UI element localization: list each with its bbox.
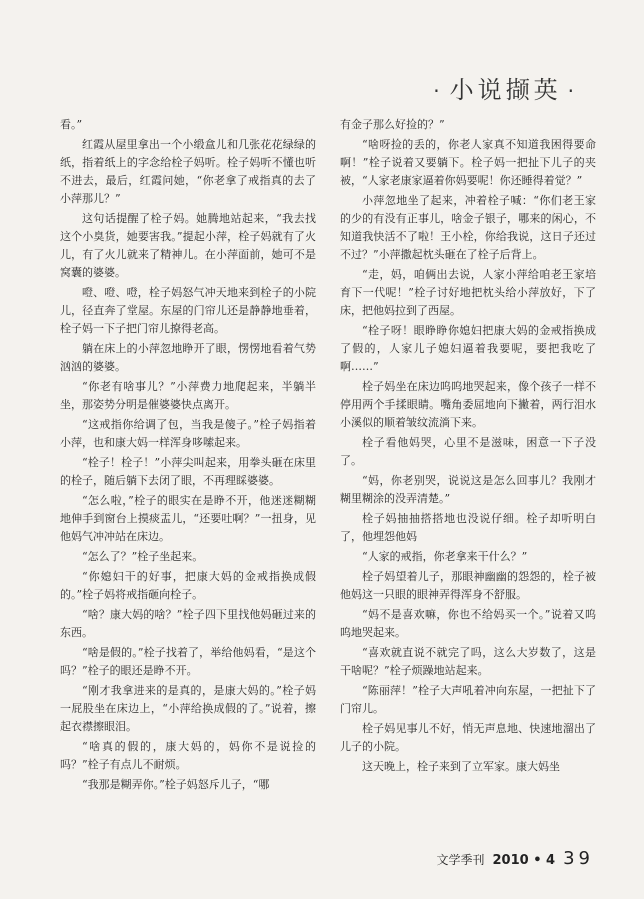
paragraph: 噔、噔、噔，栓子妈怒气冲天地来到栓子的小院儿，径直奔了堂屋。东屋的门帘儿还是静静地垂着，栓子妈一下子把门帘儿撩得老高。 (60, 286, 316, 335)
paragraph: “栓子！栓子！”小萍尖叫起来，用拳头砸在床里的栓子，随后躺下去闭了眼，不再理睬婆婆。 (60, 456, 316, 487)
paragraph: “栓子呀！眼睁睁你媳妇把康大妈的金戒指换成了假的，人家儿子媳妇逼着我要呢，要把我吃了啊……” (340, 324, 596, 373)
paragraph: “陈丽萍！”栓子大声吼着冲向东屋，一把扯下了门帘儿。 (340, 684, 596, 715)
section-title: 小说撷英 (449, 76, 562, 104)
paragraph: “啥？康大妈的啥？”栓子四下里找他妈砸过来的东西。 (60, 608, 316, 639)
paragraph: “喜欢就直说不就完了吗，这么大岁数了，这是干啥呢？”栓子烦躁地站起来。 (340, 646, 596, 677)
paragraph: “怎么了？”栓子坐起来。 (82, 550, 204, 563)
paragraph: 红霞从屋里拿出一个小缎盒儿和几张花花绿绿的纸，指着纸上的字念给栓子妈听。栓子妈听不懂也听不进去，最后，红霞问她，“你老拿了戒指真的去了小萍那儿？” (60, 138, 316, 205)
paragraph: 栓子看他妈哭，心里不是滋味，困意一下子没了。 (340, 436, 596, 467)
page-footer (436, 848, 594, 869)
paragraph: 有金子那么好捡的？” (340, 118, 445, 131)
header-dot-right: · (567, 79, 578, 103)
paragraph: 栓子妈望着儿子，那眼神幽幽的怨怨的，栓子被他妈这一只眼的眼神弄得浑身不舒服。 (340, 570, 596, 601)
issue-number: 2010 • 4 (492, 853, 556, 868)
paragraph: “这戒指你给调了包，当我是傻子。”栓子妈指着小萍，也和康大妈一样浑身哆嗦起来。 (60, 418, 316, 449)
paragraph: 小萍忽地坐了起来，冲着栓子喊：“你们老王家的少的有没有正事儿，啥金子银子，哪来的闲心，不知道我快活不了啦！王小栓，你给我说，这日子还过不过？”小萍撒起枕头砸在了栓子后背上。 (340, 194, 596, 261)
publication-name: 文学季刊 (436, 853, 485, 867)
paragraph: 看。” (60, 118, 83, 131)
paragraph: “你媳妇干的好事，把康大妈的金戒指换成假的。”栓子妈将戒指砸向栓子。 (60, 570, 316, 601)
paragraph: “你老有啥事儿？”小萍费力地爬起来，半躺半坐，那姿势分明是催婆婆快点离开。 (60, 380, 316, 411)
paragraph: “啥呀捡的丢的，你老人家真不知道我困得要命啊！”栓子说着又要躺下。栓子妈一把扯下儿子的夹被，“人家老康家逼着你妈要呢！你还睡得着觉？” (340, 138, 596, 187)
paragraph: 栓子妈抽抽搭搭地也没说仔细。栓子却听明白了，他埋怨他妈 (340, 512, 596, 543)
paragraph: “走，妈，咱俩出去说，人家小萍给咱老王家培育下一代呢！”栓子讨好地把枕头给小萍放好，下了床，把他妈拉到了西屋。 (340, 268, 596, 317)
paragraph: 栓子妈坐在床边呜呜地哭起来，像个孩子一样不停用两个手揉眼睛。嘴角委屈地向下撇着，两行泪水小溪似的顺着皱纹流淌下来。 (340, 380, 596, 429)
section-header (427, 70, 584, 105)
paragraph: “刚才我拿进来的是真的，是康大妈的。”栓子妈一屁股坐在床边上，“小萍给换成假的了。”说着，擦起衣襟擦眼泪。 (60, 684, 316, 733)
paragraph: “怎么啦，”栓子的眼实在是睁不开，他迷迷糊糊地伸手到窗台上摸痰盂儿，“还要吐啊？”一扭身，见他妈气冲冲站在床边。 (60, 494, 316, 543)
paragraph: 躺在床上的小萍忽地睁开了眼，愣愣地看着气势汹汹的婆婆。 (60, 342, 316, 373)
paragraph: “我那是糊弄你。”栓子妈怒斥儿子，“哪 (82, 778, 270, 791)
paragraph: “啥真的假的，康大妈的，妈你不是说捡的吗？”栓子有点儿不耐烦。 (60, 740, 316, 771)
right-column (340, 116, 596, 778)
paragraph: “人家的戒指，你老拿来干什么？” (362, 550, 528, 563)
paragraph: 这天晚上，栓子来到了立军家。康大妈坐 (362, 760, 560, 773)
left-column (60, 116, 316, 796)
header-dot-left: · (433, 79, 444, 103)
paragraph: “妈不是喜欢嘛，你也不给妈买一个。”说着又呜呜地哭起来。 (340, 608, 596, 639)
paragraph: 栓子妈见事儿不好，悄无声息地、快速地溜出了儿子的小院。 (340, 722, 596, 753)
paragraph: “啥是假的。”栓子找着了，举给他妈看，“是这个吗？”栓子的眼还是睁不开。 (60, 646, 316, 677)
paragraph: 这句话提醒了栓子妈。她腾地站起来，“我去找这个小臭货，她要害我。”提起小萍，栓子妈就有了火儿，有了火儿就来了精神儿。在小萍面前，她可不是窝囊的婆婆。 (60, 212, 316, 279)
page-number: 39 (563, 848, 594, 869)
paragraph: “妈，你老别哭，说说这是怎么回事儿？我刚才糊里糊涂的没弄清楚。” (340, 474, 596, 505)
